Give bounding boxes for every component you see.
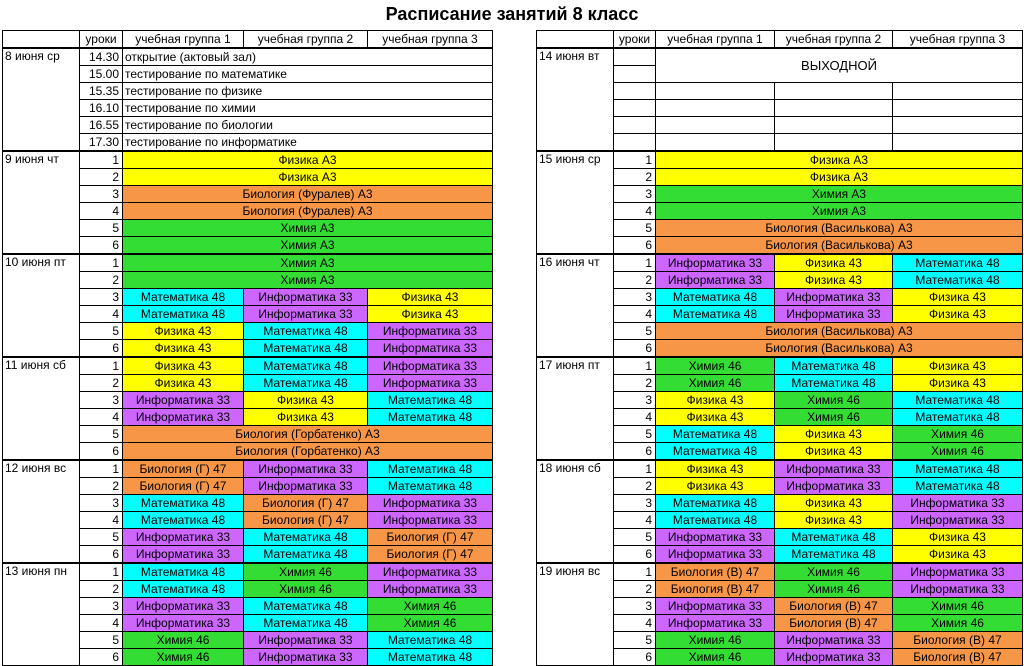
lesson-cell: Физика 43 [368,289,493,306]
lesson-cell: Химия А3 [123,220,493,237]
lesson-cell: Информатика 33 [368,323,493,340]
lesson-cell: Информатика 33 [368,512,493,529]
lesson-cell: Математика 48 [656,495,775,512]
lesson-cell: Математика 48 [893,272,1023,289]
lesson-number: 5 [614,529,656,546]
lesson-number: 4 [80,615,123,632]
lesson-cell: Биология (Г) 47 [123,460,244,478]
lesson-number: 5 [614,426,656,443]
column-header [537,31,614,49]
lesson-cell: Физика 43 [123,375,244,392]
lesson-cell: Биология (Г) 47 [244,512,368,529]
lesson-cell: Химия 46 [893,426,1023,443]
lesson-cell: Физика 43 [244,409,368,426]
lesson-cell: Физика 43 [893,546,1023,564]
lesson-number: 6 [80,340,123,358]
lesson-cell: Информатика 33 [368,375,493,392]
lesson-number: 5 [80,529,123,546]
lesson-cell: Химия 46 [775,409,893,426]
lesson-row [537,48,1023,66]
day-date: 8 июня ср [3,48,80,151]
lesson-row [3,460,493,478]
lesson-number: 2 [80,169,123,186]
lesson-cell: Химия А3 [656,186,1023,203]
lesson-cell: Информатика 33 [123,529,244,546]
lesson-cell: Математика 48 [244,546,368,564]
lesson-cell: Химия 46 [656,375,775,392]
lesson-row [3,48,493,66]
lesson-row [3,151,493,169]
lesson-cell: Математика 48 [123,563,244,581]
lesson-cell: Информатика 33 [244,306,368,323]
lesson-cell: Информатика 33 [244,460,368,478]
lesson-number: 2 [80,478,123,495]
lesson-number: 2 [614,478,656,495]
lesson-cell: Физика 43 [893,375,1023,392]
lesson-cell: Математика 48 [244,529,368,546]
lesson-number: 4 [80,512,123,529]
lesson-cell: Биология (В) 47 [893,632,1023,649]
lesson-number: 1 [80,151,123,169]
lesson-number [614,134,656,152]
lesson-cell: Математика 48 [775,529,893,546]
lesson-cell: Химия А3 [123,272,493,289]
lesson-cell: Физика 43 [893,529,1023,546]
lesson-cell: Информатика 33 [244,632,368,649]
lesson-cell: Информатика 33 [656,615,775,632]
lesson-number: 3 [614,392,656,409]
day-date: 11 июня сб [3,357,80,460]
lesson-cell: Физика 43 [123,340,244,358]
lesson-number: 2 [614,375,656,392]
lesson-cell: Физика 43 [775,495,893,512]
lesson-row [537,460,1023,478]
schedule-table-left [2,30,493,666]
lesson-cell: Информатика 33 [368,357,493,375]
lesson-number [614,66,656,83]
lesson-cell: Химия 46 [893,598,1023,615]
empty-cell [893,117,1023,134]
lesson-cell: Физика 43 [244,392,368,409]
day-date: 15 июня ср [537,151,614,254]
lesson-cell: Химия 46 [775,581,893,598]
lesson-number: 6 [80,649,123,666]
lesson-cell: Физика 43 [656,478,775,495]
empty-cell [656,100,775,117]
lesson-cell: Физика А3 [123,151,493,169]
lesson-cell: Математика 48 [893,409,1023,426]
lesson-cell: Биология (Г) 47 [368,529,493,546]
lesson-cell: Биология (В) 47 [656,581,775,598]
lesson-cell: Физика 43 [123,357,244,375]
empty-cell [893,100,1023,117]
lesson-cell: Математика 48 [123,512,244,529]
lesson-cell: Информатика 33 [123,392,244,409]
column-header: учебная группа 1 [123,31,244,49]
lesson-cell: Биология (В) 47 [656,563,775,581]
lesson-cell: Математика 48 [368,649,493,666]
lesson-cell: Информатика 33 [775,289,893,306]
lesson-cell: Физика 43 [775,272,893,289]
lesson-number: 6 [80,237,123,255]
column-header: уроки [614,31,656,49]
lesson-number: 3 [80,289,123,306]
lesson-cell: Информатика 33 [656,598,775,615]
lesson-cell: Информатика 33 [656,546,775,564]
column-header: учебная группа 3 [368,31,493,49]
lesson-number: 4 [80,409,123,426]
lesson-number: 3 [614,495,656,512]
lesson-cell: Биология (В) 47 [775,615,893,632]
lesson-number: 6 [614,237,656,255]
lesson-number: 5 [614,220,656,237]
lesson-cell: Биология (Горбатенко) А3 [123,443,493,461]
lesson-number: 17.30 [80,134,123,152]
lesson-row [537,151,1023,169]
lesson-cell: Информатика 33 [368,563,493,581]
day-date: 16 июня чт [537,254,614,357]
event-cell: тестирование по информатике [123,134,493,152]
lesson-cell: Информатика 33 [893,495,1023,512]
lesson-cell: Физика 43 [656,460,775,478]
lesson-number: 1 [614,254,656,272]
lesson-cell: Химия 46 [656,649,775,666]
lesson-number: 16.10 [80,100,123,117]
lesson-cell: Информатика 33 [656,529,775,546]
lesson-cell: Математика 48 [893,254,1023,272]
lesson-cell: Информатика 33 [368,581,493,598]
lesson-number: 1 [614,357,656,375]
lesson-cell: Информатика 33 [244,289,368,306]
header-row [537,31,1023,49]
lesson-number: 2 [80,581,123,598]
lesson-cell: Химия А3 [656,203,1023,220]
lesson-cell: Физика 43 [775,512,893,529]
lesson-number: 1 [80,357,123,375]
lesson-cell: Химия 46 [244,563,368,581]
lesson-cell: Математика 48 [368,392,493,409]
lesson-cell: Биология (Горбатенко) А3 [123,426,493,443]
lesson-number: 5 [80,220,123,237]
empty-cell [893,134,1023,152]
lesson-cell: Информатика 33 [368,340,493,358]
lesson-number: 15.00 [80,66,123,83]
lesson-cell: Химия 46 [368,615,493,632]
lesson-cell: Информатика 33 [775,460,893,478]
lesson-number: 1 [80,563,123,581]
lesson-cell: Физика А3 [123,169,493,186]
lesson-number: 16.55 [80,117,123,134]
day-date: 13 июня пн [3,563,80,666]
lesson-cell: Математика 48 [656,443,775,461]
lesson-cell: Информатика 33 [123,598,244,615]
lesson-number [614,83,656,100]
lesson-cell: Химия 46 [893,615,1023,632]
lesson-cell: Информатика 33 [656,254,775,272]
lesson-number: 15.35 [80,83,123,100]
lesson-cell: Физика 43 [775,443,893,461]
lesson-cell: Физика 43 [123,323,244,340]
lesson-number: 3 [614,289,656,306]
lesson-cell: Химия 46 [656,357,775,375]
lesson-cell: Биология (Василькова) А3 [656,340,1023,358]
column-header: учебная группа 1 [656,31,775,49]
lesson-cell: Математика 48 [244,375,368,392]
lesson-number: 3 [80,392,123,409]
lesson-cell: Математика 48 [368,632,493,649]
lesson-number: 4 [614,615,656,632]
lesson-number: 3 [80,495,123,512]
day-date: 10 июня пт [3,254,80,357]
lesson-cell: Математика 48 [656,426,775,443]
lesson-number: 1 [80,254,123,272]
lesson-cell: Химия 46 [775,392,893,409]
lesson-number: 1 [614,460,656,478]
lesson-cell: Математика 48 [123,289,244,306]
lesson-cell: Математика 48 [123,306,244,323]
lesson-number: 5 [80,632,123,649]
lesson-cell: Химия 46 [123,649,244,666]
empty-cell [775,83,893,100]
lesson-number: 4 [614,203,656,220]
day-date: 12 июня вс [3,460,80,563]
day-date: 9 июня чт [3,151,80,254]
lesson-number: 2 [614,272,656,289]
lesson-cell: Информатика 33 [244,478,368,495]
empty-cell [893,83,1023,100]
lesson-cell: Математика 48 [656,289,775,306]
lesson-cell: Математика 48 [244,340,368,358]
lesson-cell: Биология (Г) 47 [244,495,368,512]
lesson-cell: Информатика 33 [893,581,1023,598]
lesson-cell: Математика 48 [775,375,893,392]
event-cell: открытие (актовый зал) [123,48,493,66]
lesson-cell: Математика 48 [893,460,1023,478]
lesson-number: 5 [614,323,656,340]
empty-cell [656,134,775,152]
lesson-number: 4 [80,306,123,323]
lesson-cell: Математика 48 [368,409,493,426]
lesson-cell: Информатика 33 [775,306,893,323]
lesson-cell: Физика 43 [656,392,775,409]
lesson-cell: Физика 43 [893,306,1023,323]
lesson-cell: Химия 46 [775,563,893,581]
lesson-number: 4 [614,409,656,426]
lesson-cell: Математика 48 [775,357,893,375]
lesson-cell: Математика 48 [244,598,368,615]
lesson-number: 6 [614,649,656,666]
lesson-row [537,357,1023,375]
lesson-cell: Математика 48 [244,357,368,375]
lesson-cell: Физика 43 [775,426,893,443]
lesson-row [3,357,493,375]
lesson-cell: Математика 48 [775,546,893,564]
day-date: 18 июня сб [537,460,614,563]
lesson-cell: Физика 43 [656,409,775,426]
lesson-cell: Информатика 33 [123,615,244,632]
lesson-number: 6 [614,546,656,564]
lesson-cell: Информатика 33 [123,546,244,564]
lesson-number: 5 [614,632,656,649]
lesson-cell: Математика 48 [368,478,493,495]
lesson-cell: Математика 48 [244,615,368,632]
lesson-cell: Биология (Василькова) А3 [656,323,1023,340]
lesson-cell: Биология (Василькова) А3 [656,220,1023,237]
lesson-cell: Биология (Василькова) А3 [656,237,1023,255]
lesson-cell: Информатика 33 [656,272,775,289]
lesson-cell: Математика 48 [368,460,493,478]
lesson-cell: Физика 43 [368,306,493,323]
lesson-cell: Химия 46 [893,443,1023,461]
page-title: Расписание занятий 8 класс [385,4,639,24]
empty-cell [656,117,775,134]
lesson-number: 14.30 [80,48,123,66]
holiday-cell: ВЫХОДНОЙ [656,48,1023,83]
lesson-cell: Биология (Фуралев) А3 [123,203,493,220]
lesson-number: 6 [614,443,656,461]
lesson-cell: Математика 48 [893,478,1023,495]
lesson-cell: Информатика 33 [775,632,893,649]
lesson-number: 4 [80,203,123,220]
lesson-cell: Физика 43 [893,357,1023,375]
day-date: 17 июня пт [537,357,614,460]
event-cell: тестирование по математике [123,66,493,83]
day-date: 19 июня вс [537,563,614,666]
lesson-number: 2 [80,272,123,289]
lesson-number: 1 [614,151,656,169]
lesson-row [537,563,1023,581]
column-header: уроки [80,31,123,49]
empty-cell [656,83,775,100]
lesson-cell: Информатика 33 [893,563,1023,581]
column-header: учебная группа 2 [775,31,893,49]
lesson-cell: Информатика 33 [123,409,244,426]
lesson-number: 4 [614,306,656,323]
lesson-number: 3 [614,186,656,203]
lesson-cell: Информатика 33 [775,478,893,495]
lesson-cell: Информатика 33 [368,495,493,512]
lesson-cell: Биология (В) 47 [893,649,1023,666]
lesson-cell: Физика 43 [775,254,893,272]
lesson-cell: Химия А3 [123,237,493,255]
event-cell: тестирование по биологии [123,117,493,134]
lesson-cell: Информатика 33 [893,512,1023,529]
lesson-cell: Химия 46 [244,581,368,598]
lesson-row [3,563,493,581]
lesson-number: 2 [80,375,123,392]
lesson-cell: Химия 46 [656,632,775,649]
lesson-number: 6 [80,546,123,564]
lesson-cell: Химия 46 [123,632,244,649]
lesson-number [614,48,656,66]
schedule-table-right [536,30,1023,666]
lesson-cell: Физика А3 [656,169,1023,186]
lesson-cell: Физика А3 [656,151,1023,169]
lesson-cell: Физика 43 [893,289,1023,306]
column-header: учебная группа 2 [244,31,368,49]
event-cell: тестирование по химии [123,100,493,117]
lesson-number: 6 [614,340,656,358]
empty-cell [775,134,893,152]
lesson-cell: Химия 46 [368,598,493,615]
lesson-row [3,254,493,272]
lesson-cell: Математика 48 [656,306,775,323]
empty-cell [775,100,893,117]
lesson-cell: Информатика 33 [775,649,893,666]
column-header: учебная группа 3 [893,31,1023,49]
lesson-cell: Биология (В) 47 [775,598,893,615]
lesson-cell: Биология (Г) 47 [368,546,493,564]
lesson-number [614,100,656,117]
lesson-number: 1 [80,460,123,478]
column-header [3,31,80,49]
lesson-number: 3 [614,598,656,615]
lesson-number: 1 [614,563,656,581]
lesson-row [537,254,1023,272]
lesson-number: 2 [614,581,656,598]
lesson-number: 3 [80,598,123,615]
lesson-cell: Математика 48 [244,323,368,340]
lesson-number: 2 [614,169,656,186]
lesson-cell: Химия А3 [123,254,493,272]
lesson-number: 4 [614,512,656,529]
lesson-cell: Информатика 33 [244,649,368,666]
lesson-number: 3 [80,186,123,203]
lesson-cell: Биология (Г) 47 [123,478,244,495]
lesson-number [614,117,656,134]
lesson-cell: Математика 48 [656,512,775,529]
empty-cell [775,117,893,134]
lesson-number: 6 [80,443,123,461]
lesson-number: 5 [80,323,123,340]
header-row [3,31,493,49]
lesson-cell: Математика 48 [123,581,244,598]
lesson-cell: Математика 48 [893,392,1023,409]
event-cell: тестирование по физике [123,83,493,100]
lesson-cell: Биология (Фуралев) А3 [123,186,493,203]
lesson-cell: Математика 48 [123,495,244,512]
lesson-number: 5 [80,426,123,443]
day-date: 14 июня вт [537,48,614,151]
